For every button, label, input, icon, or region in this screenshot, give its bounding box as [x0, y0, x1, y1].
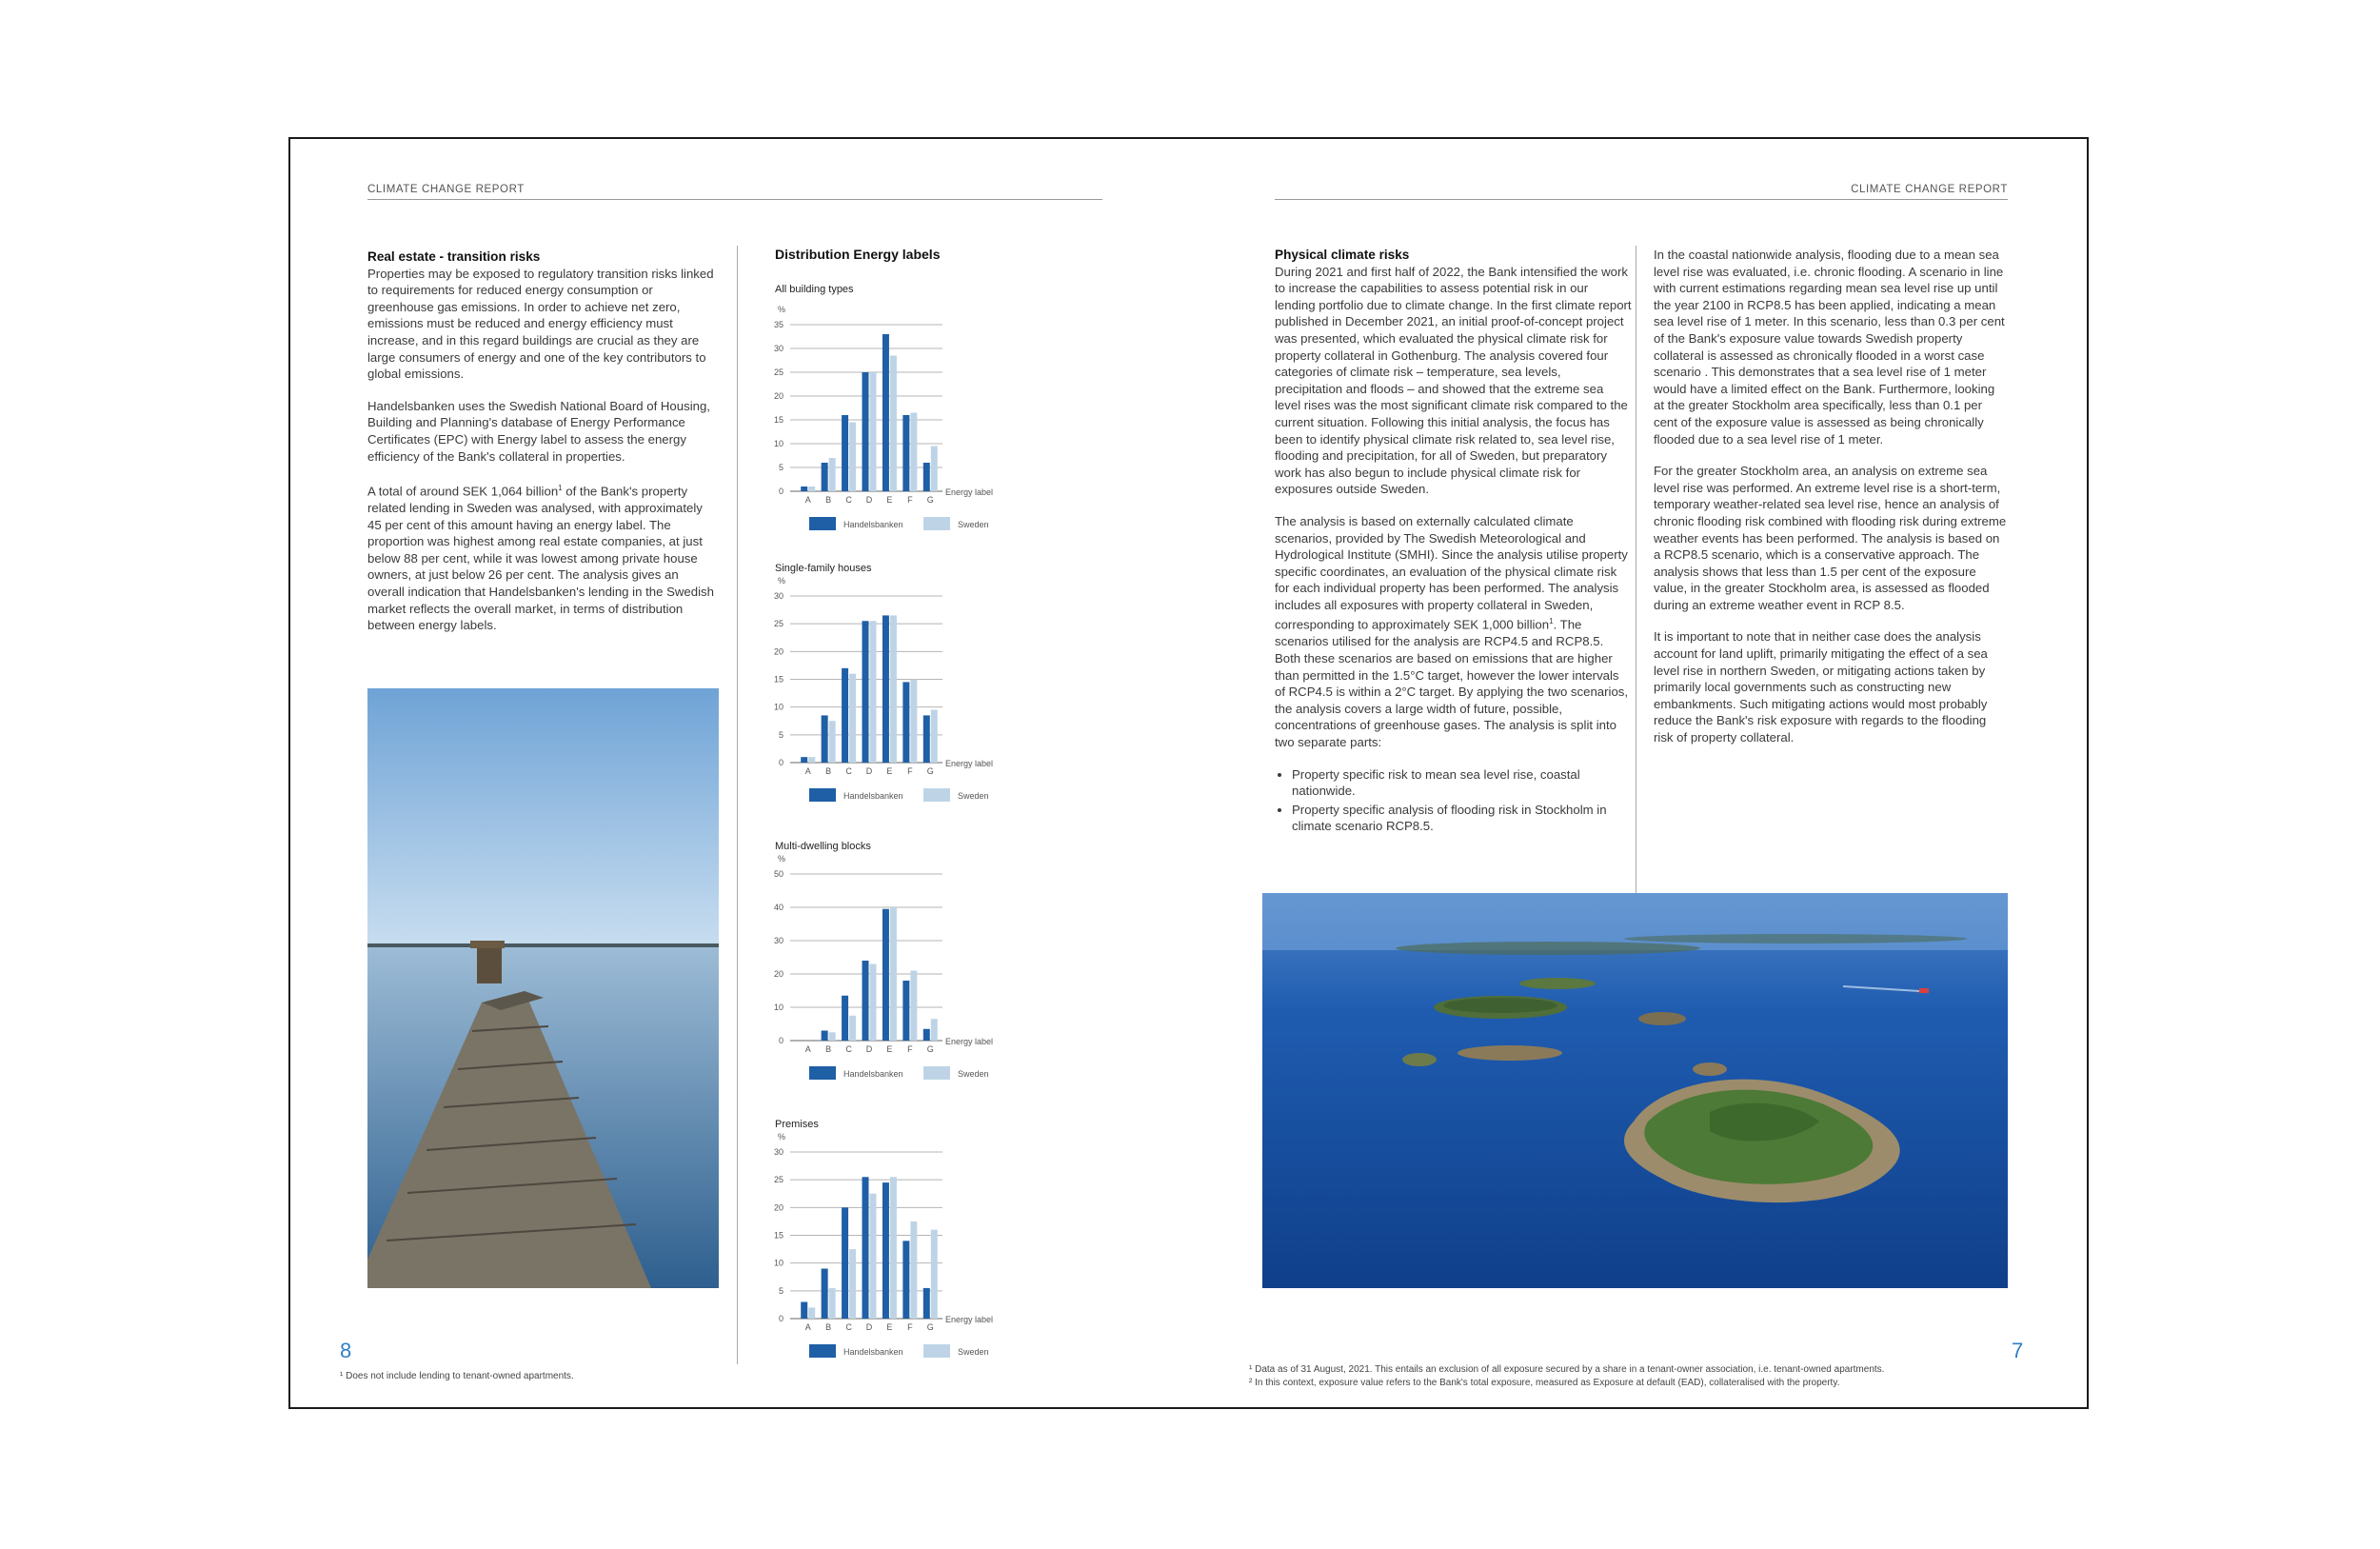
- bar-sweden-G: [931, 710, 938, 763]
- y-tick-label: 40: [773, 903, 783, 912]
- x-tick-label: G: [926, 1322, 934, 1332]
- archipelago-photo: [1262, 893, 2008, 1288]
- bar-handelsbanken-B: [822, 1031, 828, 1042]
- y-tick-label: 20: [773, 646, 783, 657]
- list-item: • Property specific risk to mean sea level rise, coastal nationwide.: [1292, 766, 1632, 800]
- bar-sweden-G: [931, 1230, 938, 1319]
- bar-sweden-G: [931, 447, 938, 492]
- legend-label-sweden: Sweden: [958, 1347, 989, 1357]
- paragraph: A total of around SEK 1,064 billion$^1$ of the Bank's property related lending in Sweden was analysed, with approximately 45 per cent of this amount having an energy label. The proportion was highest among real estate companies, at just below 88 per cent, while it was lowest among private house owners, at just below 26 per cent. The analysis gives an overall indication that Handelsbanken's lending in the Swedish market reflects the overall market, in terms of distribution between energy labels.: [367, 484, 714, 633]
- bar-handelsbanken-G: [923, 1029, 930, 1041]
- x-tick-label: A: [804, 766, 811, 776]
- bar-handelsbanken-A: [801, 1302, 807, 1320]
- paragraph: Properties may be exposed to regulatory transition risks linked to requirements for reduced energy consumption or greenhouse gas emissions. In order to achieve net zero, emissions must be reduced and energy efficiency must increase, and in this regard buildings are crucial as they are large consumers of energy and one of the key contributors to global emissions.: [367, 266, 714, 382]
- y-tick-label: 5: [778, 1285, 783, 1296]
- y-axis-unit-label: %: [778, 576, 786, 586]
- legend-label-handelsbanken: Handelsbanken: [843, 1347, 903, 1357]
- bar-handelsbanken-G: [923, 715, 930, 763]
- x-tick-label: D: [865, 1044, 873, 1054]
- y-tick-label: 30: [773, 344, 783, 353]
- paragraph: It is important to note that in neither case does the analysis account for land uplift, primarily mitigating the effect of a sea level rise in northern Sweden, or mitigating actions taken by primarily local governments such as constructing new embankments. Such mitigating actions would most probably reduce the Bank's risk exposure with regards to the flooding risk of property collateral.: [1654, 629, 1988, 745]
- bar-handelsbanken-D: [863, 372, 869, 491]
- x-tick-label: G: [926, 1044, 934, 1054]
- x-tick-label: A: [804, 1322, 811, 1332]
- y-tick-label: 25: [773, 1175, 783, 1185]
- bar-sweden-A: [808, 1307, 815, 1319]
- bar-sweden-F: [910, 680, 917, 764]
- y-tick-label: 30: [773, 936, 783, 945]
- y-tick-label: 0: [778, 1314, 783, 1323]
- section-heading: Physical climate risks: [1275, 248, 1410, 262]
- y-axis-unit-label: %: [778, 305, 786, 314]
- bar-handelsbanken-C: [842, 996, 848, 1041]
- bar-handelsbanken-G: [923, 1288, 930, 1319]
- running-head-right: CLIMATE CHANGE REPORT: [1851, 184, 2008, 195]
- x-tick-label: E: [886, 1044, 893, 1054]
- charts-title: Distribution Energy labels: [775, 247, 941, 262]
- x-tick-label: B: [825, 766, 832, 776]
- legend-label-sweden: Sweden: [958, 791, 989, 801]
- legend-label-sweden: Sweden: [958, 520, 989, 529]
- header-rule-right: [1275, 199, 2008, 200]
- bar-sweden-F: [910, 413, 917, 492]
- x-axis-label: Energy label: [945, 759, 994, 768]
- x-tick-label: G: [926, 495, 934, 505]
- bar-handelsbanken-F: [902, 981, 909, 1041]
- header-rule-left: [367, 199, 1102, 200]
- bar-sweden-E: [890, 1177, 897, 1319]
- x-tick-label: B: [825, 1044, 832, 1054]
- bar-sweden-C: [849, 1016, 856, 1041]
- bar-handelsbanken-E: [883, 1182, 889, 1319]
- x-tick-label: F: [907, 1044, 913, 1054]
- legend-label-handelsbanken: Handelsbanken: [843, 1069, 903, 1079]
- x-axis-label: Energy label: [945, 1037, 994, 1046]
- y-tick-label: 25: [773, 367, 783, 377]
- bar-handelsbanken-C: [842, 415, 848, 491]
- paragraph: In the coastal nationwide analysis, flooding due to a mean sea level rise was evaluated, i.e. chronic flooding. A scenario in line with current estimations regarding mean sea level rise up until the year 2100 in RCP8.5 has been applied, indicating a mean sea level rise of 1 meter. In this scenario, less than 0.3 per cent of the Bank's exposure value towards Swedish property collateral is assessed as chronically flooded in a worst case scenario . This demonstrates that a sea level rise of 1 meter would have a limited effect on the Bank. Furthermore, looking at the greater Stockholm area specifically, less than 0.1 per cent of the exposure value is assessed as being chronically flooded due to a sea level rise of 1 meter.: [1654, 248, 2005, 447]
- chart-title: Multi-dwelling blocks: [775, 841, 871, 852]
- bar-handelsbanken-F: [902, 682, 909, 763]
- bar-sweden-A: [808, 487, 815, 491]
- x-axis-label: Energy label: [945, 487, 994, 497]
- legend-swatch-sweden: [923, 517, 950, 530]
- y-tick-label: 20: [773, 391, 783, 401]
- bar-handelsbanken-D: [863, 621, 869, 763]
- bar-handelsbanken-G: [923, 463, 930, 491]
- bar-handelsbanken-E: [883, 909, 889, 1041]
- jetty-photo: [367, 688, 719, 1288]
- column-divider: [737, 246, 738, 1364]
- y-tick-label: 0: [778, 758, 783, 767]
- bar-handelsbanken-B: [822, 715, 828, 763]
- bar-handelsbanken-E: [883, 334, 889, 491]
- y-tick-label: 10: [773, 1258, 783, 1268]
- bar-sweden-D: [870, 621, 877, 763]
- bar-sweden-E: [890, 907, 897, 1041]
- bar-sweden-G: [931, 1019, 938, 1041]
- bar-handelsbanken-F: [902, 1241, 909, 1319]
- energy-label-charts: [766, 272, 1109, 1377]
- x-tick-label: F: [907, 495, 913, 505]
- legend-swatch-handelsbanken: [809, 517, 836, 530]
- legend-label-sweden: Sweden: [958, 1069, 989, 1079]
- transition-risks-column: [367, 248, 715, 649]
- page-number-right: 7: [2012, 1339, 2024, 1362]
- legend-swatch-handelsbanken: [809, 788, 836, 802]
- document-spread: [288, 137, 2089, 1409]
- list-item: • Property specific analysis of flooding risk in Stockholm in climate scenario RCP8.5.: [1292, 802, 1632, 835]
- y-tick-label: 0: [778, 1036, 783, 1045]
- x-tick-label: E: [886, 495, 893, 505]
- y-tick-label: 10: [773, 702, 783, 712]
- flooding-analysis-column: [1654, 247, 2008, 762]
- paragraph: During 2021 and first half of 2022, the Bank intensified the work to increase the capabilities to assess potential risk in our lending portfolio due to climate change. In the first climate report published in December 2021, an initial proof-of-concept project was presented, which evaluated the physical climate risk for property collateral in Gothenburg. The analysis covered four categories of climate risk – temperature, sea levels, precipitation and floods – and showed that the extreme sea level rises was the most significant climate risk compared to the current situation. Following this initial analysis, the focus has been to identify physical climate risk related to, sea level rise, flooding and precipitation, for all of Sweden, but preparatory work has also begun to include physical climate risk for exposures outside Sweden.: [1275, 264, 1632, 497]
- chart-title: Single-family houses: [775, 563, 872, 574]
- bar-sweden-B: [829, 458, 836, 491]
- bar-handelsbanken-A: [801, 487, 807, 491]
- bar-handelsbanken-C: [842, 668, 848, 763]
- x-tick-label: C: [845, 766, 852, 776]
- y-tick-label: 10: [773, 439, 783, 448]
- bar-sweden-C: [849, 674, 856, 763]
- bar-sweden-A: [808, 757, 815, 763]
- bar-sweden-B: [829, 1288, 836, 1319]
- y-tick-label: 5: [778, 729, 783, 740]
- bar-handelsbanken-B: [822, 1269, 828, 1320]
- paragraph: For the greater Stockholm area, an analysis on extreme sea level rise was performed. An extreme level rise is a short-term, temporary weather-related sea level rise, hence an analysis of chronic flooding risk combined with flooding risk during extreme weather events has been performed. The analysis is based on a RCP8.5 scenario, which is a conservative approach. The analysis shows that less than 1.5 per cent of the exposure value, in the greater Stockholm area, is assessed as flooded during an extreme weather event in RCP 8.5.: [1654, 464, 2007, 612]
- physical-risks-column: [1275, 247, 1632, 837]
- x-tick-label: A: [804, 1044, 811, 1054]
- legend-swatch-handelsbanken: [809, 1066, 836, 1080]
- x-tick-label: C: [845, 1044, 852, 1054]
- bar-handelsbanken-E: [883, 615, 889, 763]
- y-tick-label: 50: [773, 869, 783, 879]
- bar-sweden-D: [870, 372, 877, 491]
- legend-label-handelsbanken: Handelsbanken: [843, 791, 903, 801]
- x-axis-label: Energy label: [945, 1315, 994, 1324]
- footnote-right-2: ² In this context, exposure value refers to the Bank's total exposure, measured as Exposure at default (EAD), collateralised with the property.: [1249, 1378, 1840, 1388]
- y-tick-label: 30: [773, 1147, 783, 1157]
- bar-handelsbanken-D: [863, 1177, 869, 1319]
- legend-label-handelsbanken: Handelsbanken: [843, 520, 903, 529]
- y-tick-label: 15: [773, 1230, 783, 1241]
- bar-handelsbanken-F: [902, 415, 909, 491]
- y-tick-label: 30: [773, 591, 783, 601]
- bar-sweden-B: [829, 721, 836, 763]
- y-tick-label: 35: [773, 320, 783, 329]
- y-tick-label: 5: [778, 463, 783, 472]
- legend-swatch-sweden: [923, 1344, 950, 1358]
- running-head-left: CLIMATE CHANGE REPORT: [367, 184, 525, 195]
- x-tick-label: D: [865, 1322, 873, 1332]
- legend-swatch-sweden: [923, 788, 950, 802]
- legend-swatch-handelsbanken: [809, 1344, 836, 1358]
- x-tick-label: A: [804, 495, 811, 505]
- bar-handelsbanken-D: [863, 961, 869, 1041]
- x-tick-label: C: [845, 1322, 852, 1332]
- footnote-ref: 1: [558, 484, 563, 493]
- paragraph: The analysis is based on externally calculated climate scenarios, provided by The Swedish Meteorological and Hydrological Institute (SMHI). Since the analysis utilise property specific coordinates, an evaluation of the physical climate risk for each individual property has been performed. The analysis includes all exposures with property collateral in Sweden, corresponding to approximately SEK 1,000 billion$^1$. The scenarios utilised for the analysis are RCP4.5 and RCP8.5. Both these scenarios are based on emissions that are higher than permitted in the 1.5°C target, however the lower intervals of RCP4.5 is within a 2°C target. By applying the two scenarios, the analysis covers a large width of future, possible, concentrations of greenhouse gases. The analysis is split into two separate parts:: [1275, 513, 1629, 750]
- bar-handelsbanken-A: [801, 757, 807, 763]
- x-tick-label: F: [907, 766, 913, 776]
- paragraph: Handelsbanken uses the Swedish National Board of Housing, Building and Planning's database of Energy Performance Certificates (EPC) with Energy label to assess the energy efficiency of the Bank's collateral in properties.: [367, 398, 710, 464]
- x-tick-label: C: [845, 495, 852, 505]
- bar-handelsbanken-C: [842, 1207, 848, 1319]
- chart-title: All building types: [775, 284, 854, 295]
- footnote-left: ¹ Does not include lending to tenant-owned apartments.: [340, 1371, 574, 1381]
- legend-swatch-sweden: [923, 1066, 950, 1080]
- bar-sweden-C: [849, 1249, 856, 1319]
- x-tick-label: F: [907, 1322, 913, 1332]
- y-tick-label: 15: [773, 674, 783, 685]
- page-number-left: 8: [340, 1339, 352, 1362]
- x-tick-label: D: [865, 766, 873, 776]
- bar-sweden-D: [870, 964, 877, 1042]
- bar-handelsbanken-B: [822, 463, 828, 491]
- y-tick-label: 20: [773, 1202, 783, 1213]
- footnote-ref: 1: [1549, 617, 1554, 626]
- y-tick-label: 0: [778, 487, 783, 496]
- bullet-list: [1275, 766, 1632, 835]
- y-axis-unit-label: %: [778, 1132, 786, 1142]
- chart-title: Premises: [775, 1119, 819, 1130]
- y-tick-label: 25: [773, 619, 783, 629]
- y-tick-label: 10: [773, 1003, 783, 1012]
- y-axis-unit-label: %: [778, 854, 786, 864]
- bar-sweden-B: [829, 1032, 836, 1041]
- x-tick-label: E: [886, 1322, 893, 1332]
- bar-sweden-E: [890, 615, 897, 763]
- y-tick-label: 15: [773, 415, 783, 425]
- x-tick-label: B: [825, 495, 832, 505]
- section-heading: Real estate - transition risks: [367, 249, 541, 264]
- x-tick-label: B: [825, 1322, 832, 1332]
- x-tick-label: E: [886, 766, 893, 776]
- bar-sweden-F: [910, 971, 917, 1042]
- x-tick-label: D: [865, 495, 873, 505]
- y-tick-label: 20: [773, 969, 783, 979]
- footnote-right-1: ¹ Data as of 31 August, 2021. This entails an exclusion of all exposure secured by a share in a tenant-owner association, i.e. tenant-owned apartments.: [1249, 1364, 1885, 1375]
- bar-sweden-D: [870, 1194, 877, 1319]
- bar-sweden-F: [910, 1221, 917, 1319]
- bar-sweden-C: [849, 423, 856, 492]
- bar-sweden-E: [890, 356, 897, 492]
- x-tick-label: G: [926, 766, 934, 776]
